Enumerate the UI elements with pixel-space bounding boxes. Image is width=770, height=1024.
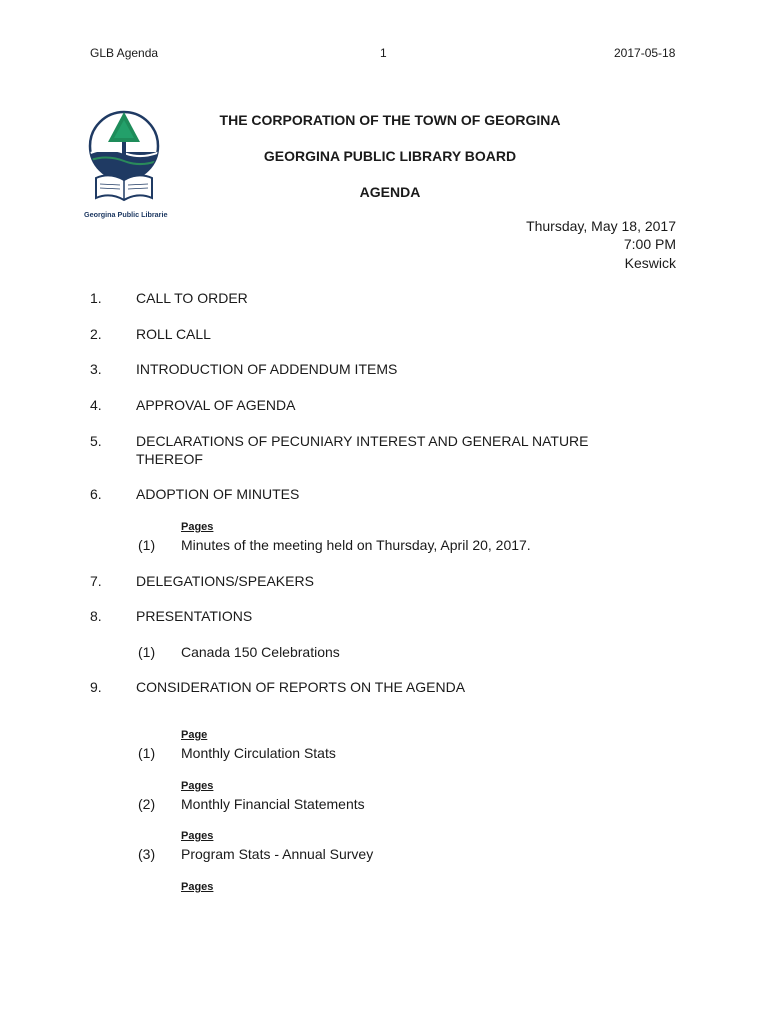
item-number: 3. bbox=[90, 361, 102, 377]
meeting-time: 7:00 PM bbox=[623, 236, 676, 252]
sub-item-canada-150: Canada 150 Celebrations bbox=[181, 644, 340, 660]
agenda-item-declarations: DECLARATIONS OF PECUNIARY INTEREST AND GENERAL NATURE bbox=[136, 433, 589, 449]
agenda-item-declarations-cont: THEREOF bbox=[136, 451, 203, 467]
sub-item-minutes-april: Minutes of the meeting held on Thursday, April 20, 2017. bbox=[181, 537, 531, 553]
sub-item-circulation-stats: Monthly Circulation Stats bbox=[181, 745, 336, 761]
pages-label: Pages bbox=[181, 881, 214, 893]
page-number: 1 bbox=[380, 46, 387, 60]
pages-label: Pages bbox=[181, 780, 214, 792]
item-number: 6. bbox=[90, 486, 102, 502]
pages-label: Pages bbox=[181, 521, 214, 533]
agenda-item-call-to-order: CALL TO ORDER bbox=[136, 290, 248, 306]
agenda-item-minutes: ADOPTION OF MINUTES bbox=[136, 486, 300, 502]
header-date: 2017-05-18 bbox=[614, 46, 676, 60]
sub-item-number: (1) bbox=[138, 537, 156, 553]
sub-item-number: (1) bbox=[138, 745, 156, 761]
title-agenda: AGENDA bbox=[359, 184, 421, 200]
agenda-item-approval: APPROVAL OF AGENDA bbox=[136, 397, 296, 413]
sub-item-program-stats: Program Stats - Annual Survey bbox=[181, 846, 374, 862]
sub-item-number: (2) bbox=[138, 796, 156, 812]
pages-label: Page bbox=[181, 729, 208, 741]
meeting-date: Thursday, May 18, 2017 bbox=[526, 218, 676, 234]
item-number: 7. bbox=[90, 573, 102, 589]
item-number: 5. bbox=[90, 433, 102, 449]
agenda-item-presentations: PRESENTATIONS bbox=[136, 608, 253, 624]
title-board: GEORGINA PUBLIC LIBRARY BOARD bbox=[263, 148, 517, 164]
meeting-location: Keswick bbox=[624, 255, 676, 271]
agenda-item-reports: CONSIDERATION OF REPORTS ON THE AGENDA bbox=[136, 679, 466, 695]
agenda-item-addendum: INTRODUCTION OF ADDENDUM ITEMS bbox=[136, 361, 398, 377]
item-number: 2. bbox=[90, 326, 102, 342]
logo-caption: Georgina Public Libraries bbox=[84, 210, 168, 219]
item-number: 4. bbox=[90, 397, 102, 413]
item-number: 9. bbox=[90, 679, 102, 695]
item-number: 1. bbox=[90, 290, 102, 306]
sub-item-number: (3) bbox=[138, 846, 156, 862]
agenda-item-roll-call: ROLL CALL bbox=[136, 326, 211, 342]
agenda-item-delegations: DELEGATIONS/SPEAKERS bbox=[136, 573, 314, 589]
title-corporation: THE CORPORATION OF THE TOWN OF GEORGINA bbox=[219, 112, 561, 128]
header-left: GLB Agenda bbox=[90, 46, 159, 60]
sub-item-financial-statements: Monthly Financial Statements bbox=[181, 796, 365, 812]
item-number: 8. bbox=[90, 608, 102, 624]
pages-label: Pages bbox=[181, 830, 214, 842]
sub-item-number: (1) bbox=[138, 644, 156, 660]
